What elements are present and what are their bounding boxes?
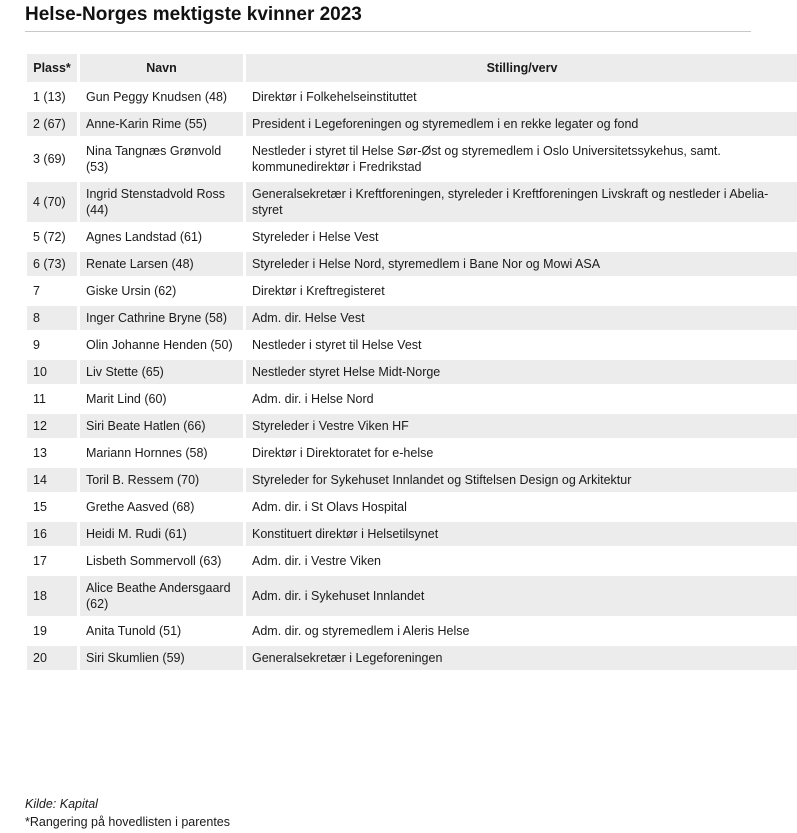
table-row [27, 306, 797, 330]
cell-plass: 1 (13) [27, 85, 77, 109]
table-header-row [27, 54, 797, 82]
cell-navn: Renate Larsen (48) [80, 252, 243, 276]
cell-stilling: Adm. dir. i Helse Nord [246, 387, 797, 411]
cell-navn: Anne-Karin Rime (55) [80, 112, 243, 136]
cell-stilling: Konstituert direktør i Helsetilsynet [246, 522, 797, 546]
cell-plass: 20 [27, 646, 77, 670]
header-plass: Plass* [27, 54, 77, 82]
cell-stilling: Generalsekretær i Kreftforeningen, styreleder i Kreftforeningen Livskraft og nestleder i Abelia-styret [246, 182, 797, 222]
cell-navn: Toril B. Ressem (70) [80, 468, 243, 492]
cell-stilling: Nestleder i styret til Helse Sør-Øst og styremedlem i Oslo Universitetssykehus, samt. kommunedirektør i Fredrikstad [246, 139, 797, 179]
cell-stilling: Adm. dir. og styremedlem i Aleris Helse [246, 619, 797, 643]
table-row [27, 333, 797, 357]
cell-plass: 10 [27, 360, 77, 384]
cell-stilling: Direktør i Kreftregisteret [246, 279, 797, 303]
cell-plass: 14 [27, 468, 77, 492]
cell-stilling: Nestleder i styret til Helse Vest [246, 333, 797, 357]
cell-plass: 18 [27, 576, 77, 616]
header-navn: Navn [80, 54, 243, 82]
table-row [27, 279, 797, 303]
cell-stilling: Styreleder i Helse Vest [246, 225, 797, 249]
cell-navn: Ingrid Stenstadvold Ross (44) [80, 182, 243, 222]
cell-navn: Marit Lind (60) [80, 387, 243, 411]
cell-navn: Anita Tunold (51) [80, 619, 243, 643]
cell-stilling: Nestleder styret Helse Midt-Norge [246, 360, 797, 384]
table-row [27, 225, 797, 249]
cell-plass: 16 [27, 522, 77, 546]
cell-navn: Inger Cathrine Bryne (58) [80, 306, 243, 330]
table-row [27, 387, 797, 411]
cell-stilling: Adm. dir. i Sykehuset Innlandet [246, 576, 797, 616]
cell-navn: Gun Peggy Knudsen (48) [80, 85, 243, 109]
ranking-note: *Rangering på hovedlisten i parentes [25, 815, 230, 829]
cell-plass: 19 [27, 619, 77, 643]
cell-plass: 7 [27, 279, 77, 303]
cell-navn: Agnes Landstad (61) [80, 225, 243, 249]
cell-plass: 2 (67) [27, 112, 77, 136]
cell-stilling: Adm. dir. i St Olavs Hospital [246, 495, 797, 519]
table-row [27, 85, 797, 109]
cell-stilling: President i Legeforeningen og styremedlem i en rekke legater og fond [246, 112, 797, 136]
header-stilling: Stilling/verv [246, 54, 797, 82]
cell-stilling: Styreleder i Vestre Viken HF [246, 414, 797, 438]
table-row [27, 252, 797, 276]
cell-plass: 11 [27, 387, 77, 411]
cell-navn: Alice Beathe Andersgaard (62) [80, 576, 243, 616]
ranking-table [24, 51, 797, 673]
cell-navn: Siri Beate Hatlen (66) [80, 414, 243, 438]
cell-navn: Mariann Hornnes (58) [80, 441, 243, 465]
cell-navn: Liv Stette (65) [80, 360, 243, 384]
cell-navn: Giske Ursin (62) [80, 279, 243, 303]
table-row [27, 619, 797, 643]
table-row [27, 182, 797, 222]
table-row [27, 414, 797, 438]
table-row [27, 441, 797, 465]
cell-navn: Heidi M. Rudi (61) [80, 522, 243, 546]
footer [25, 795, 230, 831]
table-row [27, 112, 797, 136]
table-row [27, 495, 797, 519]
cell-plass: 12 [27, 414, 77, 438]
table-row [27, 549, 797, 573]
cell-stilling: Adm. dir. Helse Vest [246, 306, 797, 330]
table-row [27, 646, 797, 670]
table-row [27, 139, 797, 179]
cell-plass: 13 [27, 441, 77, 465]
cell-plass: 5 (72) [27, 225, 77, 249]
table-row [27, 576, 797, 616]
cell-plass: 3 (69) [27, 139, 77, 179]
cell-navn: Olin Johanne Henden (50) [80, 333, 243, 357]
cell-plass: 9 [27, 333, 77, 357]
cell-stilling: Adm. dir. i Vestre Viken [246, 549, 797, 573]
cell-stilling: Styreleder i Helse Nord, styremedlem i Bane Nor og Mowi ASA [246, 252, 797, 276]
cell-plass: 15 [27, 495, 77, 519]
cell-plass: 8 [27, 306, 77, 330]
cell-plass: 17 [27, 549, 77, 573]
cell-plass: 4 (70) [27, 182, 77, 222]
cell-plass: 6 (73) [27, 252, 77, 276]
table-row [27, 468, 797, 492]
cell-navn: Siri Skumlien (59) [80, 646, 243, 670]
cell-stilling: Generalsekretær i Legeforeningen [246, 646, 797, 670]
cell-navn: Grethe Aasved (68) [80, 495, 243, 519]
cell-navn: Lisbeth Sommervoll (63) [80, 549, 243, 573]
cell-stilling: Direktør i Direktoratet for e-helse [246, 441, 797, 465]
table-row [27, 360, 797, 384]
page-title: Helse-Norges mektigste kvinner 2023 [25, 4, 362, 25]
cell-navn: Nina Tangnæs Grønvold (53) [80, 139, 243, 179]
title-divider [25, 31, 751, 32]
cell-stilling: Direktør i Folkehelseinstituttet [246, 85, 797, 109]
table-row [27, 522, 797, 546]
source-note: Kilde: Kapital [25, 797, 98, 811]
table-body [27, 85, 797, 670]
cell-stilling: Styreleder for Sykehuset Innlandet og Stiftelsen Design og Arkitektur [246, 468, 797, 492]
